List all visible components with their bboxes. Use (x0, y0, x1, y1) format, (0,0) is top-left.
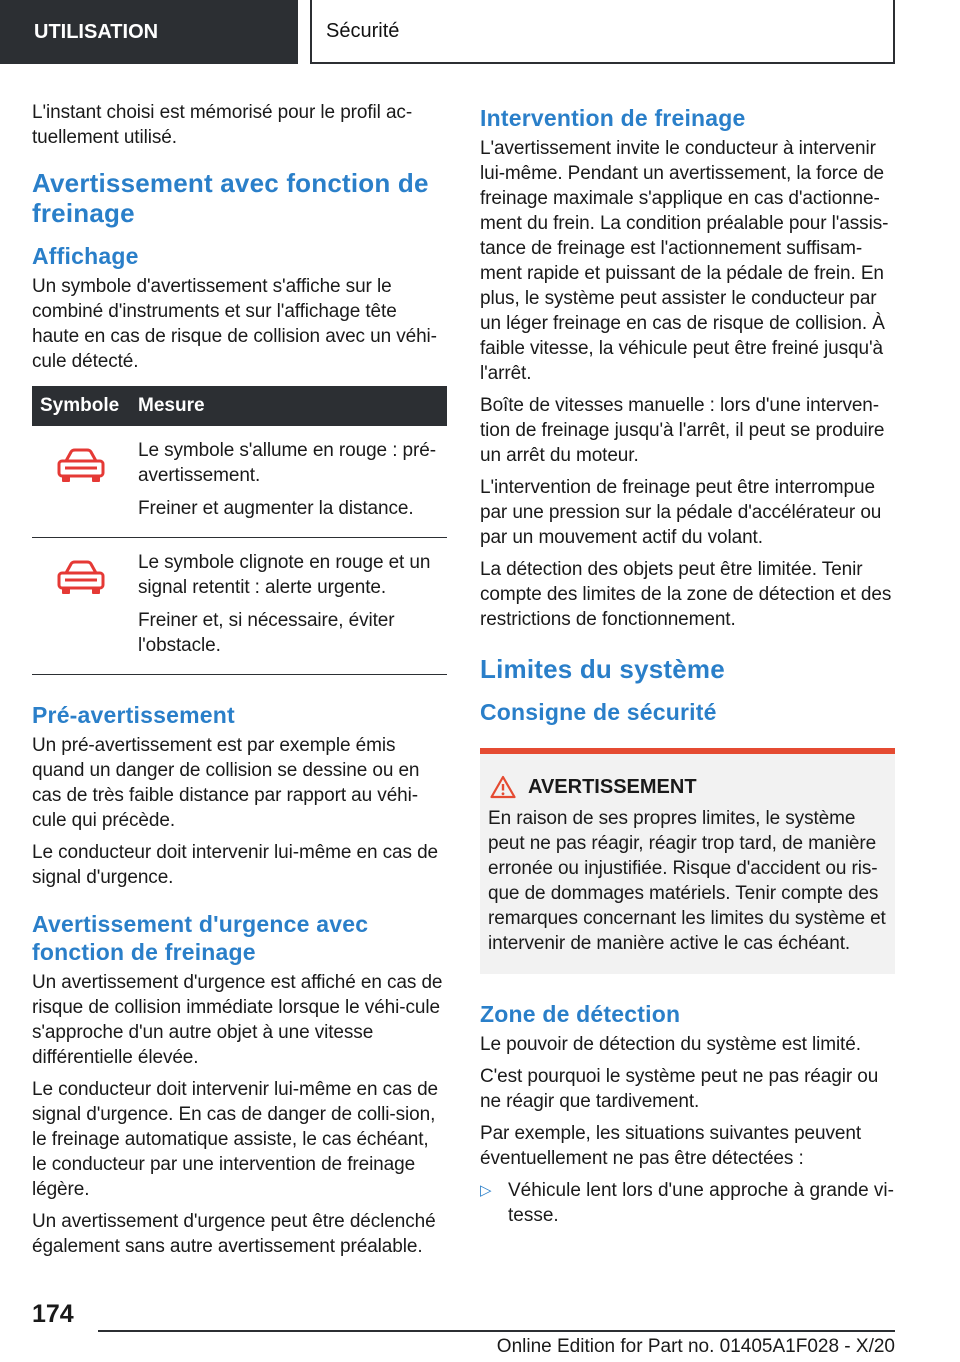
footer-divider (98, 1330, 895, 1332)
page-number: 174 (32, 1300, 74, 1328)
section-tab: UTILISATION (0, 0, 298, 64)
list-item-text: Véhicule lent lors d'une approche à grande vi-tesse. (508, 1180, 894, 1226)
heading-affichage: Affichage (32, 243, 139, 269)
urgence-paragraph-3: Un avertissement d'urgence peut être déclenché également sans autre avertissement préalable. (32, 1211, 436, 1257)
zone-paragraph-2: C'est pourquoi le système peut ne pas réagir ou ne réagir que tardivement. (480, 1066, 879, 1112)
intervention-paragraph-1: L'avertissement invite le conducteur à intervenir lui-même. Pendant un avertissement, la force de freinage maximale s'applique en cas d'actionne-ment du frein. La condition préalable pour l'assis-tance de freinage est l'actionnement suffisam-ment rapide et puissant de la pédale de frein. En plus, le système peut assister le conducteur par un léger freinage en cas de risque de collision. À faible vitesse, la véhicule peut être freiné jusqu'à l'arrêt. (480, 138, 889, 384)
car-warning-icon (56, 448, 106, 484)
intro-paragraph: L'instant choisi est mémorisé pour le profil ac-tuellement utilisé. (32, 102, 413, 148)
row-text: Le symbole clignote en rouge et un signal retentit : alerte urgente. (138, 552, 431, 598)
list-item (480, 1178, 895, 1228)
warning-text: En raison de ses propres limites, le système peut ne pas réagir, réagir trop tard, de manière erronée ou injustifiée. Risque d'accident ou ris-que de dommages matériels. Tenir compte des remarques concernant les limites du système et intervenir de manière active le cas échéant. (488, 808, 886, 954)
pre-paragraph-2: Le conducteur doit intervenir lui-même en cas de signal d'urgence. (32, 842, 439, 888)
col-header-symbole: Symbole (32, 386, 130, 426)
bullet-triangle-icon: ▷ (480, 1182, 492, 1199)
urgence-paragraph-2: Le conducteur doit intervenir lui-même en cas de signal d'urgence. En cas de danger de colli-sion, le freinage automatique assiste, le cas échéant, le conducteur par une intervention de freinage légère. (32, 1079, 439, 1200)
warning-box (480, 748, 895, 974)
urgence-paragraph-1: Un avertissement d'urgence est affiché en cas de risque de collision immédiate lorsque le véhi-cule s'approche d'un autre objet à une vitesse différentielle élevée. (32, 972, 443, 1068)
affichage-paragraph: Un symbole d'avertissement s'affiche sur le combiné d'instruments et sur l'affichage tête haute en cas de risque de collision avec un véhi-cule détecté. (32, 276, 437, 372)
heading-intervention: Intervention de freinage (480, 105, 746, 131)
heading-pre-avertissement: Pré-avertissement (32, 702, 235, 728)
pre-paragraph-1: Un pré-avertissement est par exemple émis quand un danger de collision se dessine ou en cas de très faible distance par rapport au véhi-cule qui précède. (32, 735, 420, 831)
col-header-mesure: Mesure (130, 386, 447, 426)
heading-avertissement-urgence: Avertissement d'urgence avec fonction de freinage (32, 911, 369, 965)
footer-edition: Online Edition for Part no. 01405A1F028 - X/20 (496, 1336, 895, 1357)
row-text: Freiner et augmenter la distance. (138, 498, 414, 519)
table-row (32, 538, 447, 675)
chapter-tab: Sécurité (310, 0, 895, 64)
car-warning-icon (56, 560, 106, 596)
warning-triangle-icon (490, 775, 516, 799)
heading-limites: Limites du système (480, 654, 725, 684)
heading-zone-detection: Zone de détection (480, 1001, 681, 1027)
symbol-table (32, 386, 447, 675)
row-text: Freiner et, si nécessaire, éviter l'obstacle. (138, 610, 395, 656)
zone-paragraph-3: Par exemple, les situations suivantes peuvent éventuellement ne pas être détectées : (480, 1123, 861, 1169)
heading-avertissement-freinage: Avertissement avec fonction de freinage (32, 168, 429, 228)
warning-title: AVERTISSEMENT (528, 776, 697, 798)
table-row (32, 426, 447, 538)
heading-consigne: Consigne de sécurité (480, 699, 717, 725)
intervention-paragraph-4: La détection des objets peut être limitée. Tenir compte des limites de la zone de détection et des restrictions de fonctionnement. (480, 559, 892, 630)
left-column (32, 100, 447, 1266)
intervention-paragraph-2: Boîte de vitesses manuelle : lors d'une interven-tion de freinage jusqu'à l'arrêt, il peut se produire un arrêt du moteur. (480, 395, 885, 466)
intervention-paragraph-3: L'intervention de freinage peut être interrompue par une pression sur la pédale d'accélérateur ou par un mouvement actif du volant. (480, 477, 882, 548)
zone-paragraph-1: Le pouvoir de détection du système est limité. (480, 1034, 861, 1055)
row-text: Le symbole s'allume en rouge : pré-avertissement. (138, 440, 436, 486)
right-column (480, 100, 895, 1228)
